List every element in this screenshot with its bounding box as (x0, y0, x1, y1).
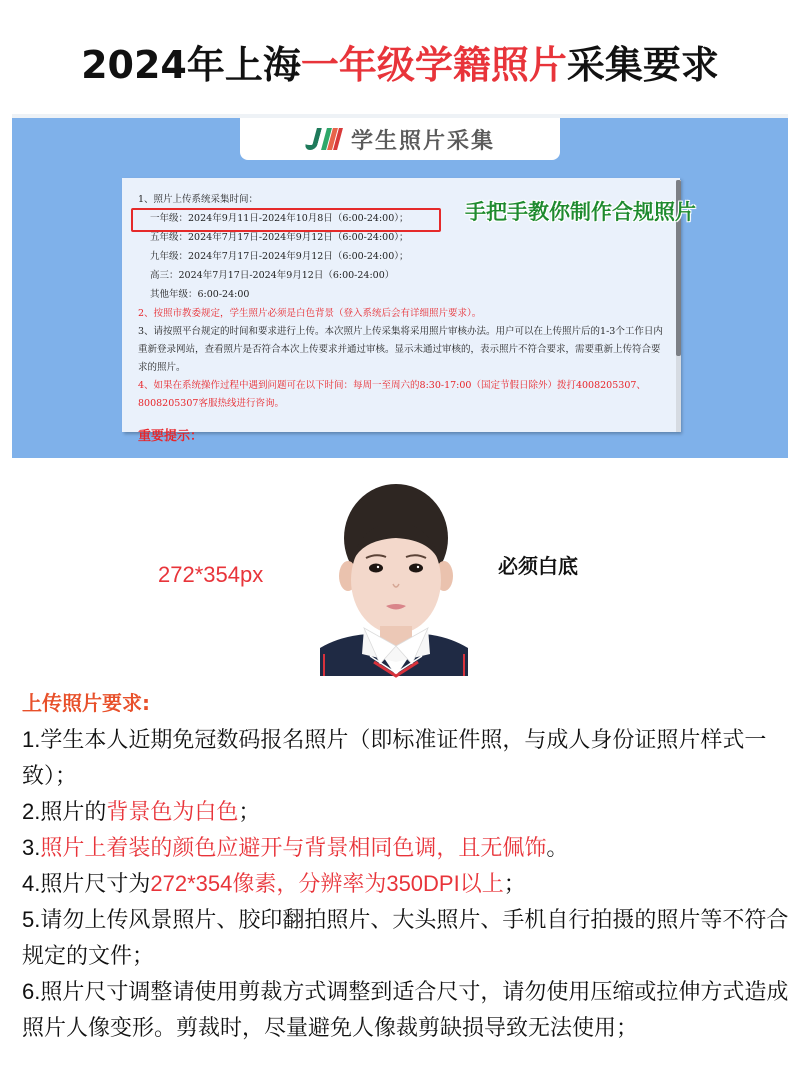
schedule-row-grade9: 九年级：2024年7月17日-2024年9月12日（6:00-24:00）； (150, 251, 409, 262)
schedule-row-senior3: 高三：2024年7月17日-2024年9月12日（6:00-24:00） (150, 270, 395, 281)
requirement-item-2: 2.照片的背景色为白色； (22, 799, 261, 824)
notice-item-4: 4、如果在系统操作过程中遇到问题可在以下时间：每周一至周六的8:30-17:00（国定节假日除外）拨打4008205307、8008205307客服热线进行咨询。 (138, 380, 646, 409)
notice-item-1-heading: 1、照片上传系统采集时间： (138, 194, 259, 205)
requirement-item-3: 3.照片上着装的颜色应避开与背景相同色调，且无佩饰。 (22, 835, 569, 860)
photo-background-note: 必须白底 (498, 554, 578, 578)
schedule-row-grade1: 一年级：2024年9月11日-2024年10月8日（6:00-24:00）； (150, 213, 409, 224)
site-header-card (240, 118, 560, 160)
overlay-caption: 手把手教你制作合规照片 (465, 200, 696, 224)
grade1-highlight-box (131, 208, 441, 232)
jj-logo-icon (305, 126, 341, 152)
notice-item-2: 2、按照市教委规定，学生照片必须是白色背景（登入系统后会有详细照片要求）。 (138, 308, 482, 319)
portrait-illustration-icon (320, 476, 468, 676)
title-highlight: 一年级学籍照片 (300, 43, 567, 87)
requirement-item-1: 1.学生本人近期免冠数码报名照片（即标准证件照，与成人身份证照片样式一致）； (22, 727, 767, 788)
requirement-item-4: 4.照片尺寸为272*354像素，分辨率为350DPI以上； (22, 871, 526, 896)
student-portrait-image (320, 476, 468, 676)
notice-item-3: 3、请按照平台规定的时间和要求进行上传。本次照片上传采集将采用照片审核办法。用户可以在上传照片后的1-3个工作日内重新登录网站，查看照片是否符合本次上传要求并通过审核。显示未通过审核的，表示照片不符合要求，需要重新上传符合要求的照片。 (138, 326, 663, 373)
requirements-list (22, 722, 792, 1046)
requirement-item-5: 5.请勿上传风景照片、胶印翻拍照片、大头照片、手机自行拍摄的照片等不符合规定的文件； (22, 907, 789, 968)
important-label: 重要提示： (138, 429, 204, 444)
page-title (0, 40, 800, 90)
requirement-item-6: 6.照片尺寸调整请使用剪裁方式调整到适合尺寸，请勿使用压缩或拉伸方式造成照片人像变形。剪裁时，尽量避免人像裁剪缺损导致无法使用； (22, 979, 789, 1040)
schedule-row-grade5: 五年级：2024年7月17日-2024年9月12日（6:00-24:00）； (150, 232, 409, 243)
title-part-1: 2024年上海 (81, 43, 301, 87)
site-title: 学生照片采集 (350, 128, 495, 154)
title-part-3: 采集要求 (566, 43, 719, 87)
schedule-row-other: 其他年级：6:00-24:00 (150, 289, 250, 300)
photo-size-label: 272*354px (158, 562, 264, 587)
requirements-heading: 上传照片要求: (22, 691, 150, 715)
